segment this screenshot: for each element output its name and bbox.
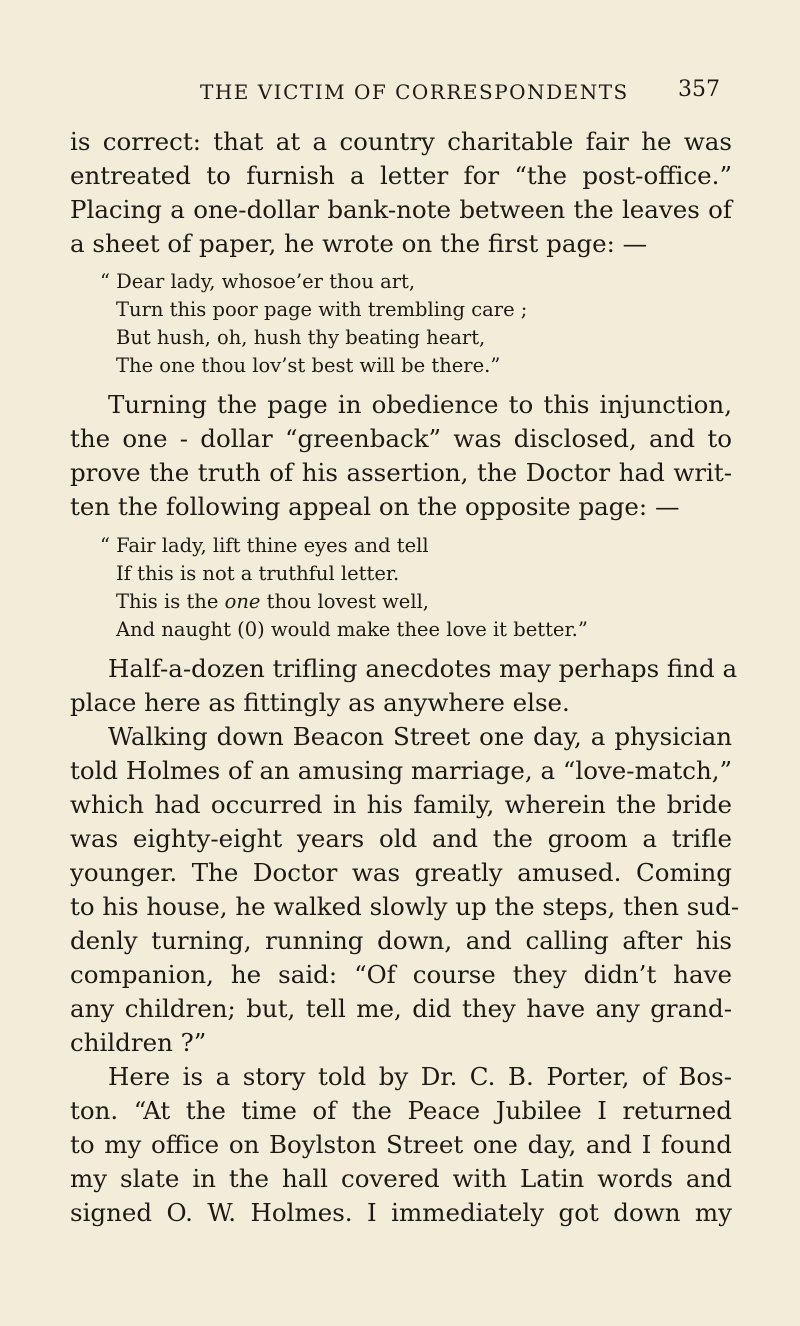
text-line: Half-a-dozen trifling anecdotes may perhaps find a [108, 654, 738, 683]
text-line: the one - dollar “greenback” was disclosed, and to [70, 424, 732, 453]
text-line: my slate in the hall covered with Latin words and [70, 1164, 732, 1193]
text-line: entreated to furnish a letter for “the post-office.” [70, 161, 732, 190]
text-line: Here is a story told by Dr. C. B. Porter, of Bos- [108, 1062, 732, 1091]
verse-text: This is the [116, 590, 225, 613]
text-line: Placing a one-dollar bank-note between the leaves of [70, 195, 732, 224]
text-line: Turning the page in obedience to this injunction, [108, 390, 732, 419]
text-line: is correct: that at a country charitable fair he was [70, 127, 732, 156]
verse-line: The one thou lov’st best will be there.” [116, 354, 501, 377]
running-title: THE VICTIM OF CORRESPONDENTS [200, 80, 629, 104]
text-line: told Holmes of an amusing marriage, a “love-match,” [70, 756, 733, 785]
verse-line [116, 592, 429, 612]
text-line: companion, he said: “Of course they didn’t have [70, 960, 732, 989]
verse-line: If this is not a truthful letter. [116, 562, 400, 585]
verse-emphasis: one [224, 590, 261, 613]
text-line: which had occurred in his family, wherein the bride [70, 790, 732, 819]
verse-line: And naught (0) would make thee love it better.” [116, 618, 588, 641]
verse-line: But hush, oh, hush thy beating heart, [116, 326, 486, 349]
text-line: to his house, he walked slowly up the steps, then sud- [70, 892, 740, 921]
text-line: ton. “At the time of the Peace Jubilee I returned [70, 1096, 732, 1125]
text-line: Walking down Beacon Street one day, a physician [108, 722, 732, 751]
text-line: a sheet of paper, he wrote on the first page: — [70, 229, 648, 258]
text-line: signed O. W. Holmes. I immediately got down my [70, 1198, 732, 1227]
text-line: any children; but, tell me, did they have any grand- [70, 994, 732, 1023]
text-line: children ?” [70, 1028, 207, 1057]
text-line: ten the following appeal on the opposite page: — [70, 492, 680, 521]
text-line: place here as fittingly as anywhere else. [70, 688, 570, 717]
text-line: younger. The Doctor was greatly amused. Coming [70, 858, 732, 887]
text-line: was eighty-eight years old and the groom a trifle [70, 824, 732, 853]
text-line: denly turning, running down, and calling after his [70, 926, 732, 955]
verse-line: Turn this poor page with trembling care ; [116, 298, 528, 321]
page-number: 357 [678, 77, 720, 102]
verse-line: “ Dear lady, whosoe’er thou art, [100, 270, 416, 293]
text-line: prove the truth of his assertion, the Doctor had writ- [70, 458, 732, 487]
verse-text: thou lovest well, [260, 590, 430, 613]
text-line: to my office on Boylston Street one day, and I found [70, 1130, 732, 1159]
verse-line: “ Fair lady, lift thine eyes and tell [100, 534, 429, 557]
